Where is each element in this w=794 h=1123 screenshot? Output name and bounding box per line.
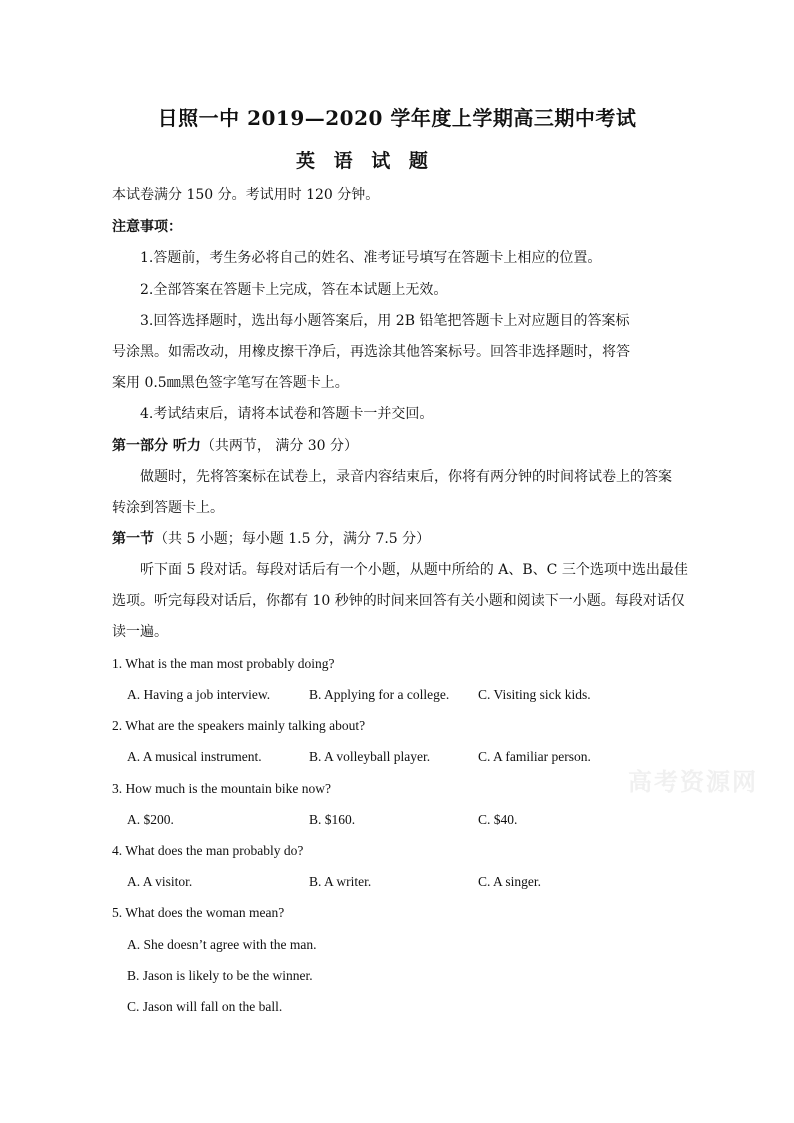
notice-item-4: 4.考试结束后，请将本试卷和答题卡一并交回。 [140,406,434,422]
exam-title: 日照一中 2019—2020 学年度上学期高三期中考试 [157,106,637,130]
part1-heading-bold: 第一部分 听力 [112,438,201,454]
question-3-option-c: C. $40. [478,812,518,827]
question-2-option-a: A. A musical instrument. [127,749,262,764]
part1-heading [112,436,687,456]
question-3-stem: 3. How much is the mountain bike now? [112,781,331,796]
part1-heading-score: （共两节， 满分 30 分） [200,438,359,454]
section1-heading [112,529,687,549]
question-4-stem: 4. What does the man probably do? [112,843,304,858]
question-1-option-c: C. Visiting sick kids. [478,687,591,702]
notice-heading: 注意事项： [112,219,182,235]
section1-desc-1: 听下面 5 段对话。每段对话后有一个小题，从题中所给的 A、B、C 三个选项中选出最佳 [140,562,688,578]
exam-intro: 本试卷满分 150 分。考试用时 120 分钟。 [112,187,380,203]
notice-item-3-cont-2: 案用 0.5㎜黑色签字笔写在答题卡上。 [112,375,349,391]
notice-item-3: 3.回答选择题时，选出每小题答案后，用 2B 铅笔把答题卡上对应题目的答案标 [140,313,630,329]
exam-subject: 英 语 试 题 [296,150,434,172]
notice-item-1: 1.答题前，考生务必将自己的姓名、准考证号填写在答题卡上相应的位置。 [140,250,602,266]
question-5-option-b: B. Jason is likely to be the winner. [127,968,313,983]
section1-desc-2: 选项。听完每段对话后，你都有 10 秒钟的时间来回答有关小题和阅读下一小题。每段对话仅 [112,593,685,609]
question-2-option-c: C. A familiar person. [478,749,591,764]
question-1-stem: 1. What is the man most probably doing? [112,656,335,671]
question-1-option-a: A. Having a job interview. [127,687,271,702]
part1-desc-2: 转涂到答题卡上。 [112,500,224,516]
watermark: 高考资源网 [628,767,758,796]
section1-heading-score: （共 5 小题；每小题 1.5 分，满分 7.5 分） [154,531,431,547]
question-2-option-b: B. A volleyball player. [309,749,431,764]
question-4-option-a: A. A visitor. [127,874,193,889]
section1-heading-bold: 第一节 [112,531,154,547]
notice-item-2: 2.全部答案在答题卡上完成，答在本试题上无效。 [140,282,448,298]
notice-item-3-cont-1: 号涂黑。如需改动，用橡皮擦干净后，再选涂其他答案标号。回答非选择题时，将答 [112,344,630,360]
part1-desc-1: 做题时，先将答案标在试卷上，录音内容结束后，你将有两分钟的时间将试卷上的答案 [140,469,672,485]
section1-desc-3: 读一遍。 [112,624,168,640]
question-1-option-b: B. Applying for a college. [309,687,450,702]
question-3-option-b: B. $160. [309,812,356,827]
question-4-option-b: B. A writer. [309,874,372,889]
question-3-option-a: A. $200. [127,812,174,827]
question-5-option-a: A. She doesn’t agree with the man. [127,937,317,952]
question-4-option-c: C. A singer. [478,874,542,889]
question-2-stem: 2. What are the speakers mainly talking about? [112,718,366,733]
question-5-stem: 5. What does the woman mean? [112,905,285,920]
question-5-option-c: C. Jason will fall on the ball. [127,999,283,1014]
